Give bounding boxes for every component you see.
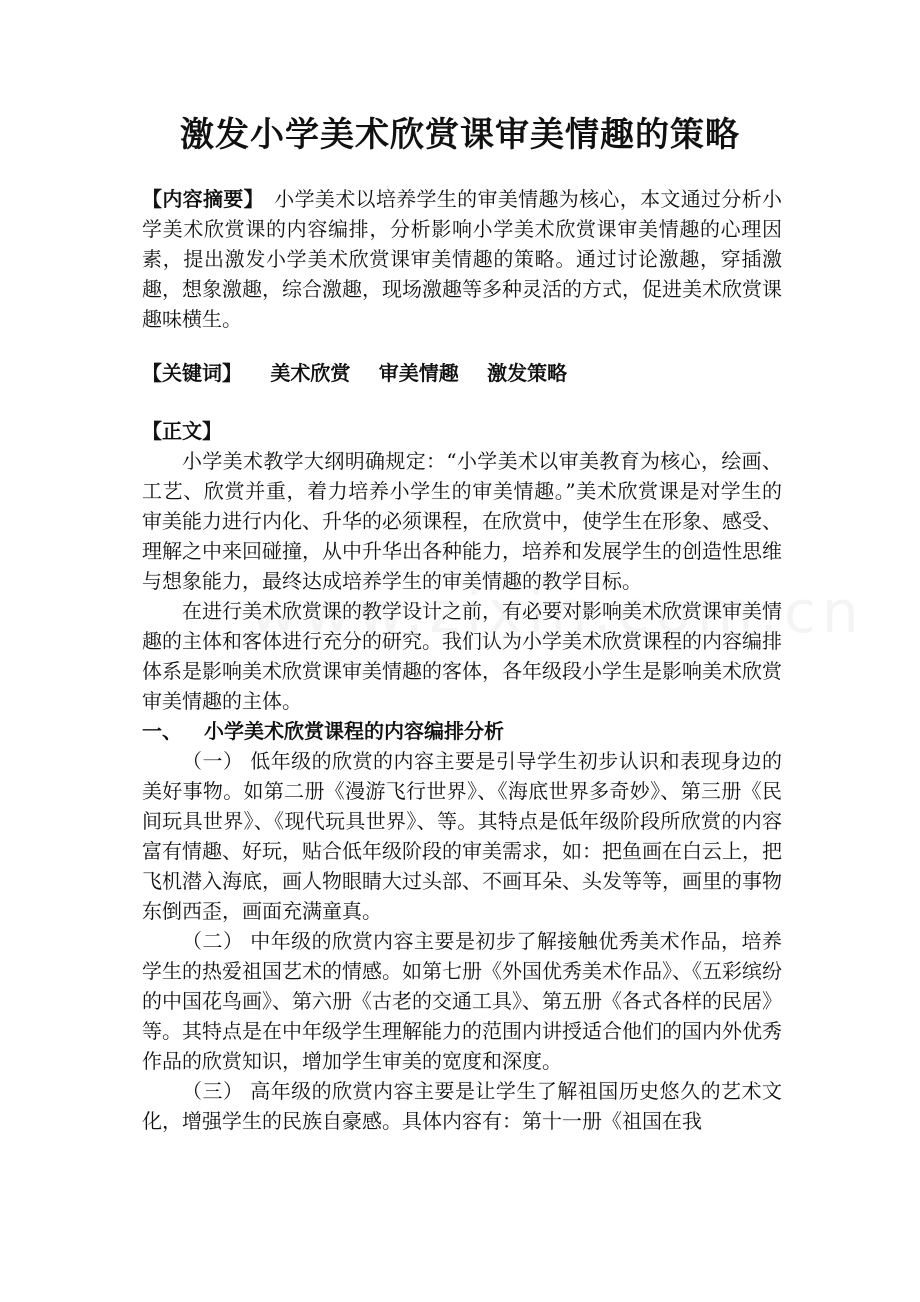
abstract-text: 小学美术以培养学生的审美情趣为核心，本文通过分析小学美术欣赏课的内容编排，分析影响小学美术欣赏课审美情趣的心理因素，提出激发小学美术欣赏课审美情趣的策略。通过讨论激趣，穿插激趣，想象激趣，综合激趣，现场激趣等多种灵活的方式，促进美术欣赏课趣味横生。 <box>142 187 783 331</box>
section-number: 一、 <box>142 719 182 743</box>
abstract-section <box>142 184 782 334</box>
section-heading <box>142 716 782 746</box>
body-paragraph: 在进行美术欣赏课的教学设计之前，有必要对影响美术欣赏课审美情趣的主体和客体进行充分的研究。我们认为小学美术欣赏课程的内容编排体系是影响美术欣赏课审美情趣的客体，各年级段小学生是影响美术欣赏审美情趣的主体。 <box>142 599 782 713</box>
section-item: （二） 中年级的欣赏内容主要是初步了解接触优秀美术作品，培养学生的热爱祖国艺术的情感。如第七册《外国优秀美术作品》、《五彩缤纷的中国花鸟画》、第六册《古老的交通工具》、第五册《各式各样的民居》等。其特点是在中年级学生理解能力的范围内讲授适合他们的国内外优秀作品的欣赏知识，增加学生审美的宽度和深度。 <box>142 929 782 1073</box>
section-item: （三） 高年级的欣赏内容主要是让学生了解祖国历史悠久的艺术文化，增强学生的民族自豪感。具体内容有：第十一册《祖国在我 <box>142 1079 782 1133</box>
main-text-body <box>142 446 782 1136</box>
abstract-label: 【内容摘要】 <box>142 187 254 211</box>
main-text-label: 【正文】 <box>142 419 222 443</box>
body-paragraph: 小学美术教学大纲明确规定：“小学美术以审美教育为核心，绘画、工艺、欣赏并重，着力培养小学生的审美情趣。”美术欣赏课是对学生的审美能力进行内化、升华的必须课程，在欣赏中，使学生在形象、感受、理解之中来回碰撞，从中升华出各种能力，培养和发展学生的创造性思维与想象能力，最终达成培养学生的审美情趣的教学目标。 <box>142 449 782 593</box>
keywords-label: 【关键词】 <box>142 361 242 385</box>
keywords-section <box>142 358 782 388</box>
section-item: （一） 低年级的欣赏的内容主要是引导学生初步认识和表现身边的美好事物。如第二册《漫游飞行世界》、《海底世界多奇妙》、第三册《民间玩具世界》、《现代玩具世界》、等。其特点是低年级阶段所欣赏的内容富有情趣、好玩，贴合低年级阶段的审美需求，如：把鱼画在白云上，把飞机潜入海底，画人物眼睛大过头部、不画耳朵、头发等等，画里的事物东倒西歪，画面充满童真。 <box>142 749 782 923</box>
keyword-item: 美术欣赏 <box>270 361 351 385</box>
keyword-item: 审美情趣 <box>378 361 459 385</box>
document-title: 激发小学美术欣赏课审美情趣的策略 <box>180 115 740 155</box>
keyword-item: 激发策略 <box>487 361 568 385</box>
section-heading-text: 小学美术欣赏课程的内容编排分析 <box>204 719 504 743</box>
